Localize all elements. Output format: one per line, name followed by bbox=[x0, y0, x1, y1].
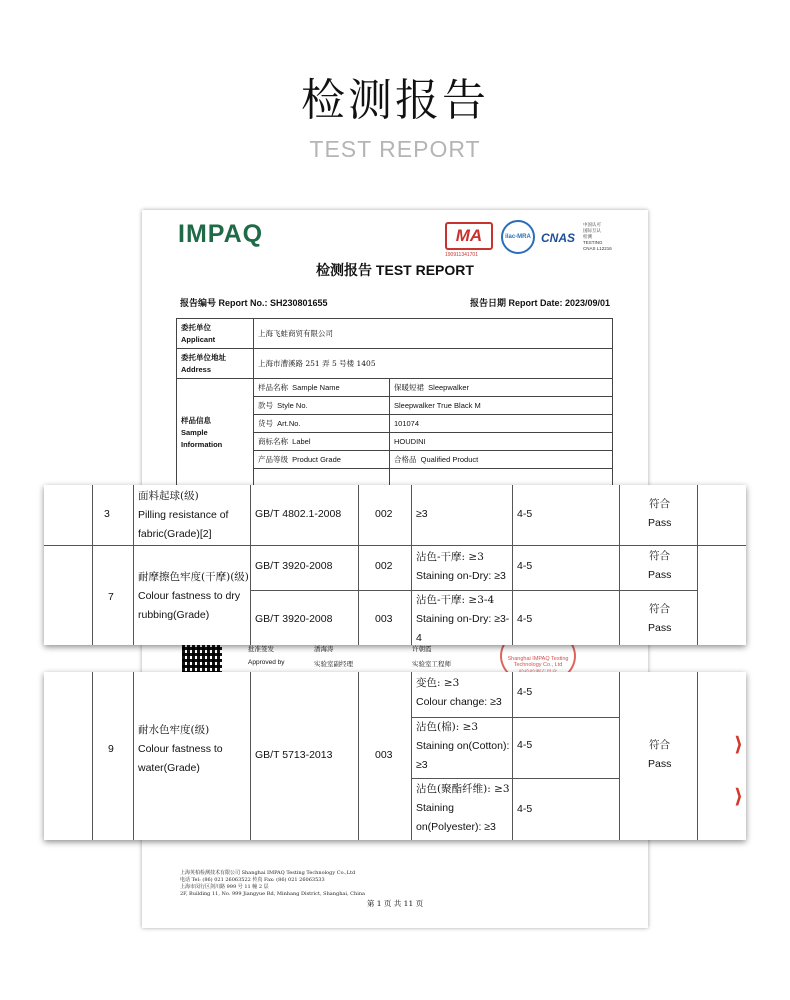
requirement: ≥3 bbox=[416, 508, 428, 520]
result-value: 4-5 bbox=[517, 560, 533, 572]
item-name: 面料起球(级) Pilling resistance of fabric(Grade)[2] bbox=[138, 490, 229, 540]
label-cn: 样品信息 bbox=[181, 415, 211, 425]
sample-key: 款号 Style No. bbox=[254, 397, 390, 415]
footer-line: 上海市闵行区剑川路 999 号 11 幢 2 层 bbox=[180, 884, 269, 890]
sample-value: 保暖短裙 Sleepwalker bbox=[390, 379, 613, 397]
result-value: 4-5 bbox=[517, 739, 533, 751]
row-number: 3 bbox=[104, 508, 110, 520]
label-cn: 委托单位 bbox=[181, 322, 211, 332]
result-value: 4-5 bbox=[517, 686, 533, 698]
stamp-fragment-icon: ⟩ bbox=[734, 734, 744, 756]
impaq-logo: IMPAQ bbox=[178, 220, 264, 248]
footer-line: 电话 Tel: (86) 021 26063522 传真 Fax: (86) 021 26063533 bbox=[180, 877, 325, 883]
verdict-cn: 符合 bbox=[649, 498, 670, 510]
test-method: GB/T 5713-2013 bbox=[255, 749, 333, 761]
applicant-value: 上海飞蛙商贸有限公司 bbox=[254, 319, 613, 349]
table-row bbox=[177, 319, 613, 349]
cnas-icon: CNAS bbox=[541, 231, 576, 245]
approver-name: 潘海涛 bbox=[314, 645, 334, 653]
table-row bbox=[177, 349, 613, 379]
footer-line: 2F, Building 11, No. 999 Jiangyue Rd, Minhang District, Shanghai, China bbox=[180, 891, 366, 897]
verdict-cn: 符合 bbox=[649, 603, 670, 615]
verdict-en: Pass bbox=[648, 517, 672, 529]
report-footer bbox=[180, 870, 365, 898]
sample-number: 003 bbox=[375, 749, 393, 761]
result-value: 4-5 bbox=[517, 613, 533, 625]
row-number: 9 bbox=[108, 743, 114, 755]
requirement: 沾色(聚酯纤维): ≥3 Staining on(Polyester): ≥3 bbox=[416, 783, 510, 833]
verdict-en: Pass bbox=[648, 622, 672, 634]
requirement: 沾色-干摩: ≥3 Staining on-Dry: ≥3 bbox=[416, 551, 506, 582]
sample-value bbox=[390, 469, 613, 487]
hero-subtitle: TEST REPORT bbox=[309, 136, 481, 162]
reviewer-title: 实验室工程师 bbox=[412, 660, 451, 668]
sample-key: 产品等级 Product Grade bbox=[254, 451, 390, 469]
label-en: Applicant bbox=[181, 334, 216, 344]
cnas-line: TESTING bbox=[583, 240, 603, 245]
verdict-cn: 符合 bbox=[649, 550, 670, 562]
result-strip-2 bbox=[44, 672, 746, 840]
item-name: 耐摩擦色牢度(干摩)(级) Colour fastness to dry rubbing(Grade) bbox=[138, 571, 249, 621]
report-title: 检测报告 TEST REPORT bbox=[316, 262, 474, 278]
applicant-label bbox=[177, 319, 254, 349]
sample-number: 002 bbox=[375, 560, 393, 572]
approved-label-cn: 批准签发 bbox=[248, 645, 274, 653]
result-value: 4-5 bbox=[517, 803, 533, 815]
test-method: GB/T 3920-2008 bbox=[255, 560, 333, 572]
row-number: 7 bbox=[108, 591, 114, 603]
verdict-en: Pass bbox=[648, 758, 672, 770]
address-value: 上海市漕溪路 251 弄 5 号楼 1405 bbox=[254, 349, 613, 379]
stamp-text: Shanghai IMPAQ Testing Technology Co., Ltd bbox=[507, 656, 569, 668]
ma-mark: MA bbox=[445, 222, 493, 250]
verdict-cn: 符合 bbox=[649, 739, 670, 751]
test-method: GB/T 4802.1-2008 bbox=[255, 508, 342, 520]
sample-info-label bbox=[177, 379, 254, 487]
sample-key: 货号 Art.No. bbox=[254, 415, 390, 433]
table-row bbox=[177, 379, 613, 397]
result-value: 4-5 bbox=[517, 508, 533, 520]
sample-value: HOUDINI bbox=[390, 433, 613, 451]
requirement: 沾色-干摩: ≥3-4 Staining on-Dry: ≥3- 4 bbox=[416, 594, 510, 644]
approver-title: 实验室副经理 bbox=[314, 660, 353, 668]
address-label bbox=[177, 349, 254, 379]
approved-label-en: Approved by bbox=[248, 659, 285, 666]
footer-line: 上海英柏检测技术有限公司 Shanghai IMPAQ Testing Technology Co.,Ltd bbox=[180, 870, 356, 876]
verdict-en: Pass bbox=[648, 569, 672, 581]
report-number: 报告编号 Report No.: SH230801655 bbox=[180, 298, 328, 308]
reviewer-name: 许朝霞 bbox=[412, 645, 432, 653]
cnas-line: 中国认可 bbox=[583, 222, 601, 227]
ma-number: 190911341701 bbox=[445, 252, 478, 258]
sample-key: 样品名称 Sample Name bbox=[254, 379, 390, 397]
requirement: 沾色(棉): ≥3 Staining on(Cotton): ≥3 bbox=[416, 721, 510, 771]
sample-value: 101074 bbox=[390, 415, 613, 433]
sample-key: 商标名称 Label bbox=[254, 433, 390, 451]
requirement: 变色: ≥3 Colour change: ≥3 bbox=[416, 677, 502, 708]
label-cn: 委托单位地址 bbox=[181, 352, 226, 362]
label-en: Address bbox=[181, 364, 212, 374]
stamp-fragment-icon: ⟩ bbox=[734, 786, 744, 808]
sample-number: 002 bbox=[375, 508, 393, 520]
info-table bbox=[176, 318, 613, 487]
label-en: Information bbox=[181, 439, 223, 449]
sample-number: 003 bbox=[375, 613, 393, 625]
sample-value: Sleepwalker True Black M bbox=[390, 397, 613, 415]
cnas-line: 检测 bbox=[583, 234, 592, 239]
sample-key bbox=[254, 469, 390, 487]
result-strip-1 bbox=[44, 485, 746, 645]
report-date: 报告日期 Report Date: 2023/09/01 bbox=[469, 298, 610, 308]
item-name: 耐水色牢度(级) Colour fastness to water(Grade) bbox=[138, 724, 223, 774]
ilac-mra-icon: ilac-MRA bbox=[501, 220, 535, 254]
sample-value: 合格品 Qualified Product bbox=[390, 451, 613, 469]
cnas-text bbox=[583, 222, 612, 252]
page-number: 第 1 页 共 11 页 bbox=[366, 899, 424, 908]
test-method: GB/T 3920-2008 bbox=[255, 613, 333, 625]
cnas-line: 国际互认 bbox=[583, 228, 601, 233]
cnas-line: CNAS L12216 bbox=[583, 246, 612, 251]
hero-title: 检测报告 bbox=[301, 75, 489, 126]
label-en: Sample bbox=[181, 427, 208, 437]
